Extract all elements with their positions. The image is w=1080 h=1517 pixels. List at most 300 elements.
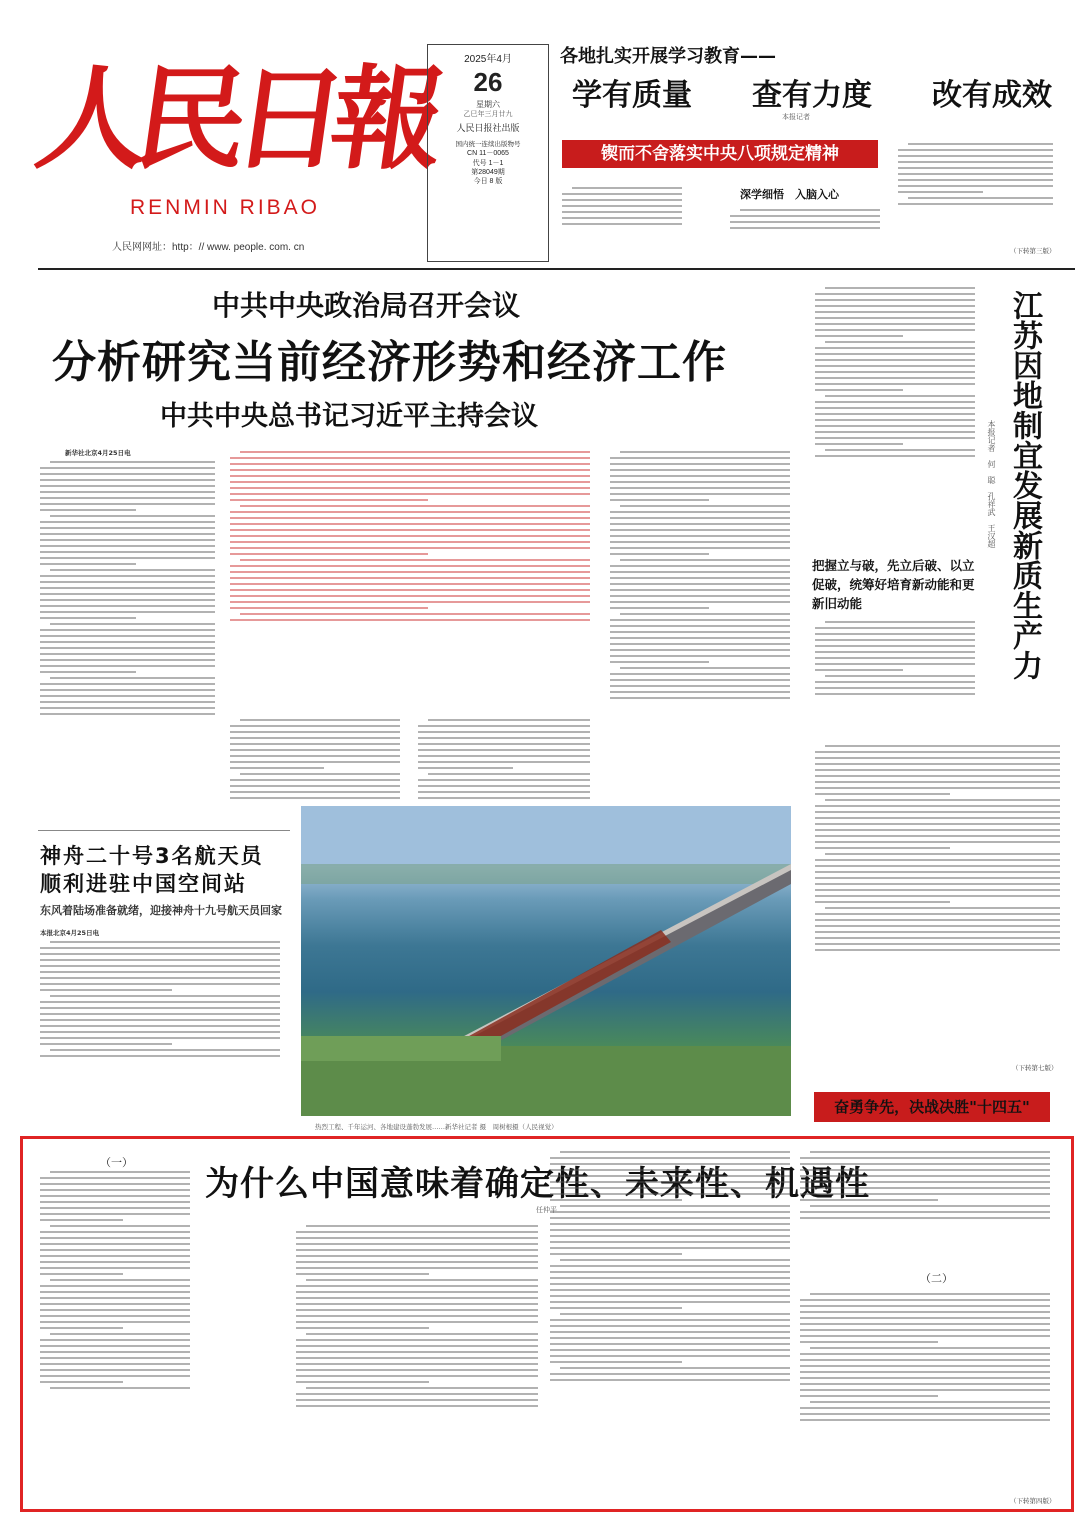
subhead-part: 入脑入心 bbox=[795, 188, 839, 201]
text-line bbox=[296, 1375, 538, 1377]
text-line bbox=[296, 1291, 538, 1293]
text-line bbox=[40, 1345, 190, 1347]
text-line bbox=[418, 755, 590, 757]
text-line bbox=[550, 1277, 790, 1279]
headline-part: 查有力度 bbox=[752, 78, 872, 113]
text-line bbox=[815, 651, 975, 653]
text-line bbox=[610, 637, 790, 639]
text-line bbox=[810, 1151, 1050, 1153]
text-line bbox=[40, 983, 280, 985]
text-line bbox=[550, 1349, 790, 1351]
issue-day: 26 bbox=[473, 67, 503, 97]
text-line bbox=[825, 745, 1060, 747]
top-story-kicker: 各地扎实开展学习教育—— bbox=[560, 46, 776, 67]
text-line bbox=[40, 1213, 190, 1215]
text-line bbox=[800, 1181, 1050, 1183]
text-line bbox=[306, 1387, 538, 1389]
campaign-tag: 奋勇争先，决战决胜"十四五" bbox=[814, 1092, 1050, 1122]
text-line bbox=[428, 773, 590, 775]
issn: CN 11－0065 bbox=[467, 150, 509, 158]
text-line bbox=[40, 533, 215, 535]
text-line bbox=[40, 1273, 123, 1275]
text-line bbox=[610, 661, 709, 663]
top-story-continued[interactable]: （下转第三版） bbox=[1010, 247, 1056, 255]
text-line bbox=[296, 1315, 538, 1317]
lead-story-highlight-block bbox=[230, 448, 590, 712]
text-line bbox=[800, 1175, 1050, 1177]
text-line bbox=[40, 959, 280, 961]
text-line bbox=[610, 649, 790, 651]
text-line bbox=[908, 197, 1053, 199]
text-line bbox=[230, 725, 400, 727]
text-line bbox=[815, 633, 975, 635]
text-line bbox=[825, 853, 1060, 855]
text-line bbox=[40, 485, 215, 487]
text-line bbox=[610, 589, 790, 591]
text-line bbox=[50, 569, 215, 571]
text-line bbox=[610, 535, 790, 537]
text-line bbox=[810, 1401, 1050, 1403]
text-line bbox=[815, 443, 903, 445]
text-line bbox=[800, 1299, 1050, 1301]
text-line bbox=[418, 767, 513, 769]
shenzhou-headline-1[interactable]: 神舟二十号3名航天员 bbox=[40, 844, 264, 868]
text-line bbox=[230, 797, 400, 799]
text-line bbox=[550, 1283, 790, 1285]
text-line bbox=[610, 685, 790, 687]
text-line bbox=[610, 457, 790, 459]
text-line bbox=[296, 1405, 538, 1407]
shenzhou-body bbox=[40, 938, 280, 1118]
text-line bbox=[610, 523, 790, 525]
text-line bbox=[815, 383, 975, 385]
text-line bbox=[815, 663, 975, 665]
text-line bbox=[610, 463, 790, 465]
feature-continued[interactable]: （下转第四版） bbox=[1010, 1497, 1056, 1505]
feature-section-2: （二） bbox=[920, 1272, 953, 1285]
text-line bbox=[610, 697, 790, 699]
text-line bbox=[815, 371, 975, 373]
text-line bbox=[825, 395, 975, 397]
text-line bbox=[825, 287, 975, 289]
text-line bbox=[898, 149, 1053, 151]
text-line bbox=[610, 553, 709, 555]
text-line bbox=[610, 577, 790, 579]
photo-caption bbox=[315, 1122, 785, 1131]
text-line bbox=[40, 1381, 123, 1383]
text-line bbox=[296, 1351, 538, 1353]
text-line bbox=[296, 1363, 538, 1365]
text-line bbox=[230, 535, 590, 537]
text-line bbox=[240, 451, 590, 453]
text-line bbox=[50, 677, 215, 679]
text-line bbox=[230, 601, 590, 603]
text-line bbox=[815, 817, 1060, 819]
text-line bbox=[40, 1315, 190, 1317]
text-line bbox=[40, 1219, 123, 1221]
text-line bbox=[550, 1229, 790, 1231]
issue-number: 第28049期 bbox=[471, 168, 505, 176]
feature-byline: 任仲平 bbox=[536, 1206, 557, 1214]
text-line bbox=[230, 529, 590, 531]
right-story-continued[interactable]: （下转第七版） bbox=[1012, 1064, 1058, 1072]
top-story-text-col1 bbox=[562, 184, 682, 248]
text-line bbox=[610, 643, 790, 645]
post-code: 代号 1－1 bbox=[472, 159, 504, 167]
text-line bbox=[306, 1279, 538, 1281]
issue-lunar-date: 乙巳年三月廿九 bbox=[463, 111, 513, 119]
text-line bbox=[230, 577, 590, 579]
text-line bbox=[898, 161, 1053, 163]
text-line bbox=[815, 841, 1060, 843]
text-line bbox=[800, 1193, 1050, 1195]
text-line bbox=[40, 659, 215, 661]
text-line bbox=[40, 551, 215, 553]
text-line bbox=[40, 479, 215, 481]
top-story-text-col3 bbox=[898, 140, 1053, 244]
text-line bbox=[50, 941, 280, 943]
text-line bbox=[550, 1301, 790, 1303]
text-line bbox=[40, 1321, 190, 1323]
text-line bbox=[230, 607, 428, 609]
text-line bbox=[40, 683, 215, 685]
text-line bbox=[610, 487, 790, 489]
text-line bbox=[40, 1267, 190, 1269]
text-line bbox=[800, 1199, 938, 1201]
text-line bbox=[40, 1351, 190, 1353]
text-line bbox=[815, 681, 975, 683]
text-line bbox=[428, 719, 590, 721]
text-line bbox=[815, 455, 975, 457]
text-line bbox=[50, 1387, 190, 1389]
text-line bbox=[800, 1217, 1050, 1219]
text-line bbox=[550, 1295, 790, 1297]
text-line bbox=[610, 493, 790, 495]
text-line bbox=[230, 571, 590, 573]
text-line bbox=[815, 687, 975, 689]
feature-headline[interactable]: 为什么中国意味着确定性、未来性、机遇性 bbox=[205, 1164, 870, 1204]
text-line bbox=[296, 1399, 538, 1401]
text-line bbox=[815, 335, 903, 337]
text-line bbox=[815, 437, 975, 439]
text-line bbox=[240, 773, 400, 775]
text-line bbox=[296, 1303, 538, 1305]
text-line bbox=[40, 563, 136, 565]
text-line bbox=[815, 925, 1060, 927]
text-line bbox=[815, 793, 950, 795]
text-line bbox=[40, 689, 215, 691]
text-line bbox=[815, 751, 1060, 753]
text-line bbox=[40, 1037, 280, 1039]
text-line bbox=[550, 1325, 790, 1327]
text-line bbox=[740, 209, 880, 211]
text-line bbox=[815, 305, 975, 307]
text-line bbox=[800, 1371, 1050, 1373]
right-story-headline[interactable]: 江苏因地制宜发展新质生产力 bbox=[1007, 290, 1042, 680]
headline-part: 学有质量 bbox=[572, 78, 692, 113]
right-story-byline: 本报记者 何 聪 孔祥武 王汉超 bbox=[987, 420, 996, 548]
text-line bbox=[550, 1157, 790, 1159]
text-line bbox=[40, 1183, 190, 1185]
masthead-website[interactable]: 人民网网址：http：// www. people. com. cn bbox=[112, 242, 305, 253]
text-line bbox=[418, 749, 590, 751]
right-story-col1 bbox=[815, 284, 975, 549]
text-line bbox=[50, 995, 280, 997]
text-line bbox=[230, 755, 400, 757]
text-line bbox=[418, 731, 590, 733]
text-line bbox=[40, 1291, 190, 1293]
text-line bbox=[40, 1019, 280, 1021]
text-line bbox=[550, 1319, 790, 1321]
text-line bbox=[815, 645, 975, 647]
text-line bbox=[800, 1211, 1050, 1213]
text-line bbox=[815, 639, 975, 641]
bridge-photo bbox=[301, 806, 791, 1116]
issue-weekday: 星期六 bbox=[476, 99, 500, 109]
text-line bbox=[560, 1367, 790, 1369]
text-line bbox=[40, 1195, 190, 1197]
text-line bbox=[50, 1225, 190, 1227]
text-line bbox=[610, 565, 790, 567]
text-line bbox=[898, 191, 983, 193]
text-line bbox=[610, 571, 790, 573]
text-line bbox=[306, 1225, 538, 1227]
subhead-part: 深学细悟 bbox=[740, 188, 784, 201]
text-line bbox=[296, 1273, 429, 1275]
text-line bbox=[810, 1347, 1050, 1349]
text-line bbox=[40, 1327, 123, 1329]
text-line bbox=[815, 323, 975, 325]
text-line bbox=[610, 655, 790, 657]
text-line bbox=[50, 1279, 190, 1281]
text-line bbox=[50, 623, 215, 625]
text-line bbox=[825, 449, 975, 451]
text-line bbox=[40, 605, 215, 607]
text-line bbox=[230, 487, 590, 489]
text-line bbox=[40, 497, 215, 499]
text-line bbox=[550, 1253, 682, 1255]
text-line bbox=[40, 611, 215, 613]
text-line bbox=[815, 769, 1060, 771]
text-line bbox=[296, 1297, 538, 1299]
text-line bbox=[815, 657, 975, 659]
text-line bbox=[815, 949, 1060, 951]
text-line bbox=[40, 653, 215, 655]
issue-date: 2025年4月 bbox=[464, 54, 512, 65]
text-line bbox=[418, 761, 590, 763]
text-line bbox=[40, 635, 215, 637]
text-line bbox=[550, 1169, 790, 1171]
publisher: 人民日报社出版 bbox=[456, 123, 520, 134]
text-line bbox=[40, 647, 215, 649]
text-line bbox=[550, 1181, 790, 1183]
masthead-roman-title: RENMIN RIBAO bbox=[130, 196, 321, 219]
text-line bbox=[620, 451, 790, 453]
text-line bbox=[898, 167, 1053, 169]
page-count: 今日 8 版 bbox=[473, 177, 503, 185]
text-line bbox=[815, 359, 975, 361]
text-line bbox=[815, 859, 1060, 861]
text-line bbox=[40, 581, 215, 583]
text-line bbox=[418, 737, 590, 739]
text-line bbox=[40, 575, 215, 577]
text-line bbox=[230, 619, 590, 621]
text-line bbox=[815, 883, 1060, 885]
lead-story-col4 bbox=[610, 448, 790, 834]
text-line bbox=[730, 215, 880, 217]
text-line bbox=[562, 205, 682, 207]
text-line bbox=[230, 767, 324, 769]
text-line bbox=[50, 1171, 190, 1173]
text-line bbox=[620, 505, 790, 507]
text-line bbox=[306, 1333, 538, 1335]
text-line bbox=[230, 749, 400, 751]
text-line bbox=[800, 1187, 1050, 1189]
text-line bbox=[230, 463, 590, 465]
text-line bbox=[620, 667, 790, 669]
text-line bbox=[40, 665, 215, 667]
bridge-illustration bbox=[301, 806, 791, 1116]
text-line bbox=[40, 1255, 190, 1257]
text-line bbox=[815, 419, 975, 421]
text-line bbox=[815, 913, 1060, 915]
text-line bbox=[230, 475, 590, 477]
text-line bbox=[40, 557, 215, 559]
feature-col5 bbox=[800, 1290, 1050, 1496]
text-line bbox=[40, 713, 215, 715]
text-line bbox=[560, 1205, 790, 1207]
text-line bbox=[550, 1331, 790, 1333]
text-line bbox=[550, 1373, 790, 1375]
text-line bbox=[40, 1007, 280, 1009]
text-line bbox=[230, 547, 590, 549]
text-line bbox=[40, 1369, 190, 1371]
text-line bbox=[815, 365, 975, 367]
text-line bbox=[296, 1261, 538, 1263]
text-line bbox=[40, 1285, 190, 1287]
text-line bbox=[815, 829, 1060, 831]
text-line bbox=[800, 1323, 1050, 1325]
text-line bbox=[562, 223, 682, 225]
text-line bbox=[610, 511, 790, 513]
text-line bbox=[800, 1389, 1050, 1391]
text-line bbox=[800, 1329, 1050, 1331]
text-line bbox=[40, 1177, 190, 1179]
text-line bbox=[296, 1285, 538, 1287]
text-line bbox=[40, 1031, 280, 1033]
text-line bbox=[230, 523, 590, 525]
lead-story-col1 bbox=[40, 458, 215, 848]
text-line bbox=[296, 1231, 538, 1233]
text-line bbox=[908, 143, 1053, 145]
text-line bbox=[550, 1343, 790, 1345]
right-story-col3 bbox=[815, 742, 1060, 1062]
text-line bbox=[815, 377, 975, 379]
text-line bbox=[815, 943, 1060, 945]
text-line bbox=[815, 937, 1060, 939]
text-line bbox=[815, 347, 975, 349]
text-line bbox=[50, 1049, 280, 1051]
top-story-text-col2 bbox=[730, 206, 880, 250]
shenzhou-headline-2[interactable]: 顺利进驻中国空间站 bbox=[40, 872, 247, 896]
text-line bbox=[815, 865, 1060, 867]
headline-part: 改有成效 bbox=[932, 78, 1052, 113]
text-line bbox=[40, 641, 215, 643]
text-line bbox=[50, 461, 215, 463]
text-line bbox=[810, 1205, 1050, 1207]
text-line bbox=[815, 401, 975, 403]
right-story-col2 bbox=[815, 618, 975, 738]
text-line bbox=[815, 835, 1060, 837]
text-line bbox=[800, 1305, 1050, 1307]
text-line bbox=[40, 1297, 190, 1299]
text-line bbox=[40, 539, 215, 541]
text-line bbox=[296, 1393, 538, 1395]
text-line bbox=[560, 1259, 790, 1261]
text-line bbox=[800, 1311, 1050, 1313]
text-line bbox=[40, 1189, 190, 1191]
text-line bbox=[800, 1359, 1050, 1361]
text-line bbox=[815, 877, 1060, 879]
text-line bbox=[40, 1339, 190, 1341]
text-line bbox=[40, 701, 215, 703]
text-line bbox=[40, 503, 215, 505]
text-line bbox=[610, 625, 790, 627]
text-line bbox=[560, 1313, 790, 1315]
text-line bbox=[815, 389, 903, 391]
text-line bbox=[550, 1163, 790, 1165]
text-line bbox=[815, 413, 975, 415]
text-line bbox=[418, 725, 590, 727]
text-line bbox=[800, 1317, 1050, 1319]
masthead-divider bbox=[38, 268, 1075, 270]
text-line bbox=[40, 1375, 190, 1377]
text-line bbox=[40, 467, 215, 469]
text-line bbox=[230, 481, 590, 483]
text-line bbox=[815, 329, 975, 331]
text-line bbox=[296, 1237, 538, 1239]
text-line bbox=[610, 517, 790, 519]
text-line bbox=[815, 871, 1060, 873]
lead-story-headline[interactable]: 分析研究当前经济形势和经济工作 bbox=[52, 337, 727, 388]
text-line bbox=[230, 511, 590, 513]
text-line bbox=[240, 719, 400, 721]
text-line bbox=[815, 299, 975, 301]
text-line bbox=[800, 1413, 1050, 1415]
text-line bbox=[40, 1249, 190, 1251]
text-line bbox=[815, 763, 1060, 765]
text-line bbox=[610, 481, 790, 483]
text-line bbox=[40, 1363, 190, 1365]
text-line bbox=[562, 217, 682, 219]
text-line bbox=[40, 587, 215, 589]
lead-story-kicker: 中共中央政治局召开会议 bbox=[212, 289, 521, 322]
text-line bbox=[562, 199, 682, 201]
text-line bbox=[550, 1355, 790, 1357]
text-line bbox=[730, 221, 880, 223]
text-line bbox=[800, 1341, 938, 1343]
top-story-headline[interactable] bbox=[572, 70, 1052, 114]
text-line bbox=[610, 673, 790, 675]
text-line bbox=[296, 1369, 538, 1371]
photo-caption-text: 热烈工程、千年运河、各地建设蓬勃发展……新华社记者 摄 bbox=[315, 1123, 487, 1131]
text-line bbox=[296, 1309, 538, 1311]
text-line bbox=[815, 757, 1060, 759]
text-line bbox=[230, 743, 400, 745]
text-line bbox=[296, 1327, 429, 1329]
text-line bbox=[815, 889, 1060, 891]
text-line bbox=[610, 601, 790, 603]
